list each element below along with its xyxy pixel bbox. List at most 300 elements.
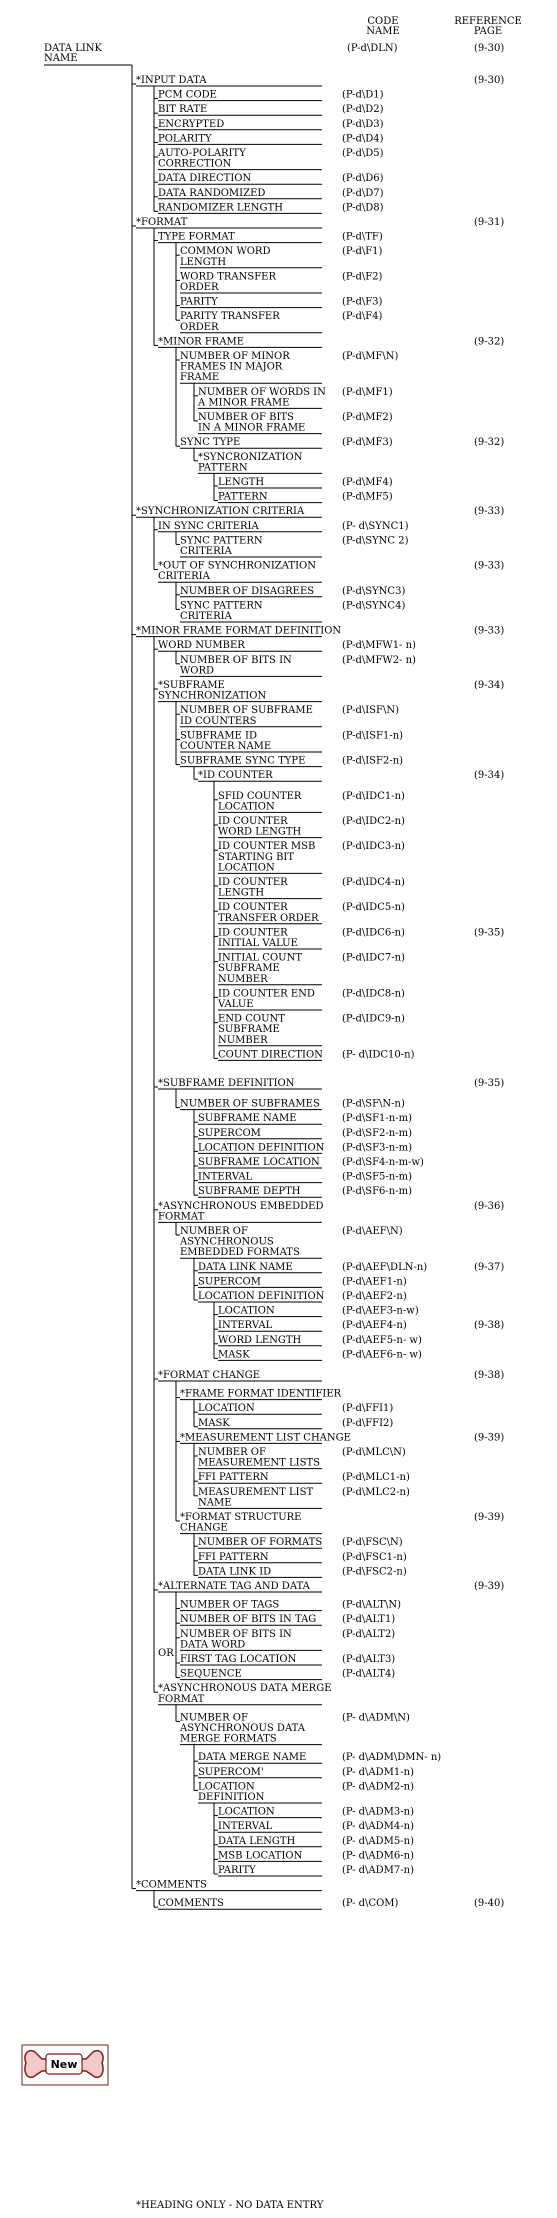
node-label: MSB LOCATION: [218, 1850, 303, 1862]
node-code: (P-d\MFW1- n): [342, 640, 416, 652]
node-label: LOCATION DEFINITION: [198, 1142, 325, 1154]
node-label: DATA RANDOMIZED: [158, 187, 266, 199]
node-code: (P-d\D4): [342, 133, 384, 145]
tree-node: [176, 1512, 504, 1534]
node-code: (P-d\AEF2-n): [342, 1291, 407, 1302]
tree-node: [214, 1821, 414, 1832]
tree-node: [214, 1320, 504, 1331]
node-code: (P-d\ALT4): [342, 1668, 396, 1680]
tree-node: [214, 927, 504, 949]
tree-node: [214, 902, 405, 924]
node-code: (P- d\ADM4-n): [342, 1821, 414, 1833]
node-ref: (9-32): [474, 336, 505, 348]
tree-node: [154, 188, 384, 199]
node-code: (P-d\AEF5-n- w): [342, 1334, 422, 1346]
node-label: NUMBER OF BITS IN: [180, 654, 292, 666]
tree-node: [214, 1049, 415, 1060]
tree-node: [176, 1654, 395, 1665]
node-label: LENGTH: [218, 477, 265, 488]
node-ref: (9-38): [474, 1320, 505, 1332]
node-label: *OUT OF SYNCHRONIZATION: [158, 560, 316, 572]
node-label: *FORMAT CHANGE: [158, 1370, 261, 1381]
node-label: *ASYNCHRONOUS EMBEDDED: [158, 1200, 324, 1212]
tree-node: [154, 1370, 504, 1381]
node-code: (P-d\MLC\N): [342, 1447, 406, 1458]
node-label: *SUBFRAME: [158, 680, 225, 691]
tree-node: [194, 1537, 403, 1548]
new-badge: [22, 2045, 108, 2085]
node-label: ASYNCHRONOUS: [180, 1236, 274, 1248]
node-code: (P-d\SF\N-n): [342, 1098, 405, 1110]
tree-node: [194, 1472, 410, 1483]
node-code: (P-d\D2): [342, 104, 384, 116]
node-code: (P-d\IDC2-n): [342, 816, 405, 827]
node-code: (P-d\ALT3): [342, 1654, 396, 1665]
node-label: END COUNT: [218, 1013, 285, 1025]
code-name-header-line1: CODE: [367, 16, 399, 27]
tree-node: [154, 640, 416, 651]
node-code: (P-d\IDC7-n): [342, 952, 405, 964]
node-label: FFI PATTERN: [198, 1551, 269, 1563]
tree-node: [214, 1850, 414, 1861]
node-label: SFID COUNTER: [218, 790, 302, 802]
node-code: (P-d\SYNC4): [342, 600, 406, 612]
node-code: (P-d\SYNC 2): [342, 535, 409, 547]
node-label: STARTING BIT: [218, 851, 295, 863]
node-label: SUBFRAME: [218, 963, 280, 975]
node-label: NUMBER OF WORDS IN: [198, 386, 326, 398]
node-label: WORD LENGTH: [218, 1334, 302, 1346]
node-code: (P- d\SYNC1): [342, 520, 409, 532]
node-ref: (9-33): [474, 560, 505, 572]
tree-node: [194, 387, 393, 409]
node-code: (P- d\ADM7-n): [342, 1865, 414, 1876]
tree-node: [194, 452, 322, 474]
node-code: (P-d\SF6-n-m): [342, 1186, 412, 1198]
node-ref: (9-33): [474, 625, 505, 637]
node-label: CORRECTION: [158, 158, 232, 170]
root-label-line2: NAME: [44, 53, 78, 64]
tree-node: [194, 1276, 407, 1287]
node-label: WORD TRANSFER: [180, 271, 276, 283]
tree-node: [154, 202, 384, 213]
node-label: *MINOR FRAME: [158, 336, 245, 348]
node-code: (P-d\TF): [342, 231, 383, 243]
tree-node: [214, 1014, 405, 1046]
node-label: NUMBER OF MINOR: [180, 351, 290, 362]
node-label: *MINOR FRAME FORMAT DEFINITION: [136, 625, 342, 637]
node-ref: (9-40): [474, 1898, 505, 1910]
node-label: SUPERCOM: [198, 1127, 261, 1139]
node-label: FFI PATTERN: [198, 1472, 269, 1484]
node-code: (P-d\AEF4-n): [342, 1320, 407, 1332]
node-code: (P-d\MF\N): [342, 351, 399, 362]
tree-node: [176, 1712, 410, 1744]
node-label: LENGTH: [218, 887, 265, 899]
tree-node: [194, 412, 393, 434]
footnote: *HEADING ONLY - NO DATA ENTRY: [136, 2200, 324, 2211]
node-code: (P-d\IDC6-n): [342, 927, 405, 939]
tree-node: [176, 351, 399, 383]
node-ref: (9-32): [474, 437, 505, 449]
node-code: (P-d\AEF\N): [342, 1226, 403, 1237]
tree-node: [194, 1186, 412, 1197]
tree-node: [176, 535, 409, 557]
node-label: CRITERIA: [180, 611, 232, 622]
node-label: TRANSFER ORDER: [218, 912, 319, 924]
node-code: (P-d\MF4): [342, 477, 393, 488]
tree-node: [154, 1201, 504, 1223]
node-code: (P-d\IDC4-n): [342, 877, 405, 888]
node-label: SUBFRAME DEPTH: [198, 1186, 301, 1198]
tree-node: [176, 1614, 395, 1625]
node-code: (P-d\AEF6-n- w): [342, 1349, 422, 1361]
tree-node: [132, 626, 504, 637]
node-label: *COMMENTS: [136, 1879, 207, 1891]
tree-node: [194, 1403, 393, 1414]
tree-node: [176, 1099, 405, 1110]
node-label: DATA MERGE NAME: [198, 1752, 307, 1764]
node-label: CRITERIA: [180, 546, 232, 557]
root-node: [44, 43, 504, 65]
tree-node: [176, 756, 403, 767]
tree-node: [176, 297, 383, 308]
node-label: SUPERCOM': [198, 1766, 264, 1778]
node-code: (P-d\F4): [342, 311, 383, 323]
node-label: INTERVAL: [218, 1821, 273, 1833]
tree-node: [214, 1349, 422, 1360]
tree-node: [194, 1262, 504, 1273]
node-label: PARITY: [218, 1865, 256, 1876]
tree-node: [194, 1142, 412, 1153]
node-label: *ID COUNTER: [198, 770, 273, 782]
node-ref: (9-35): [474, 927, 505, 939]
node-label: LOCATION: [218, 1305, 275, 1317]
node-ref: (9-34): [474, 680, 505, 691]
node-code: (P-d\IDC8-n): [342, 988, 405, 1000]
tree-node: [154, 232, 383, 243]
node-label: ID COUNTER: [218, 816, 288, 827]
code-name-header-line2: NAME: [366, 26, 400, 37]
tree-node: [214, 1306, 419, 1317]
node-code: (P-d\F3): [342, 296, 383, 308]
tree-node: [154, 336, 504, 347]
node-label: MEASUREMENT LIST: [198, 1486, 314, 1498]
node-label: *FORMAT STRUCTURE: [180, 1512, 302, 1523]
node-label: SUBFRAME ID: [180, 730, 258, 742]
node-code: (P-d\IDC1-n): [342, 790, 405, 802]
node-label: ASYNCHRONOUS DATA: [180, 1723, 305, 1734]
node-code: (P- d\ADM\N): [342, 1712, 410, 1724]
node-code: (P-d\MLC1-n): [342, 1472, 410, 1484]
node-code: (P-d\D3): [342, 118, 384, 130]
node-label: FRAMES IN MAJOR: [180, 361, 283, 373]
node-label: CRITERIA: [158, 571, 210, 583]
node-label: ID COUNTER: [218, 927, 288, 939]
tree-node: [214, 816, 405, 838]
tree-node: [214, 953, 405, 985]
node-code: (P- d\ADM2-n): [342, 1781, 414, 1793]
node-code: (P-d\FSC1-n): [342, 1551, 407, 1563]
tree-node: [194, 1172, 412, 1183]
node-label: *MEASUREMENT LIST CHANGE: [180, 1432, 351, 1444]
tree-node: [194, 1447, 406, 1469]
node-code: (P-d\MF3): [342, 437, 393, 449]
tree-rows: [132, 65, 504, 1909]
node-ref: (9-33): [474, 506, 505, 518]
node-code: (P- d\ADM\DMN- n): [342, 1752, 442, 1764]
node-label: NUMBER OF DISAGREES: [180, 585, 315, 597]
tree-node: [154, 90, 384, 101]
node-label: *SYNCRONIZATION: [198, 451, 303, 463]
node-code: (P-d\IDC9-n): [342, 1013, 405, 1025]
tree-node: [194, 1487, 410, 1509]
node-code: (P- d\ADM5-n): [342, 1835, 414, 1847]
tree-node: [154, 173, 384, 184]
node-label: COMMON WORD: [180, 246, 271, 258]
node-label: ORDER: [180, 282, 219, 293]
node-code: (P-d\IDC3-n): [342, 841, 405, 853]
reference-page-header-line1: REFERENCE: [454, 16, 522, 27]
node-code: (P-d\MF1): [342, 386, 393, 398]
node-label: *INPUT DATA: [136, 75, 207, 86]
tree-node: [176, 1600, 401, 1611]
node-code: (P-d\FFI1): [342, 1403, 394, 1415]
node-code: (P-d\ALT1): [342, 1614, 396, 1626]
node-label: SYNC PATTERN: [180, 600, 263, 612]
tree-node: [154, 1078, 504, 1089]
node-label: FORMAT: [158, 1211, 205, 1223]
node-code: (P-d\AEF3-n-w): [342, 1305, 419, 1317]
node-code: (P-d\SF4-n-m-w): [342, 1157, 424, 1168]
node-code: (P-d\SF1-n-m): [342, 1113, 412, 1125]
node-label: PATTERN: [198, 462, 248, 474]
node-label: SUBFRAME SYNC TYPE: [180, 755, 306, 767]
node-code: (P-d\ISF\N): [342, 705, 399, 717]
node-ref: (9-30): [474, 75, 505, 86]
tree-node: [194, 1767, 414, 1778]
tree-node: [214, 1807, 414, 1818]
node-label: ID COUNTER: [218, 877, 288, 888]
node-label: WORD: [180, 665, 215, 677]
node-label: NUMBER OF TAGS: [180, 1599, 280, 1611]
tree-node: [176, 1389, 342, 1400]
node-code: (P-d\D5): [342, 148, 384, 159]
node-label: TYPE FORMAT: [158, 231, 235, 243]
node-label: LOCATION: [218, 862, 275, 874]
node-code: (P-d\MF2): [342, 412, 393, 423]
node-ref: (9-39): [474, 1512, 505, 1523]
node-label: NUMBER OF BITS: [198, 412, 294, 423]
node-label: LOCATION: [198, 1781, 255, 1793]
tree-node: [176, 437, 504, 448]
node-code: (P-d\FSC2-n): [342, 1566, 407, 1578]
node-label: NUMBER OF BITS IN: [180, 1628, 292, 1640]
node-label: A MINOR FRAME: [198, 397, 290, 409]
node-label: CHANGE: [180, 1522, 228, 1534]
node-label: LOCATION: [218, 1806, 275, 1818]
node-label: IN SYNC CRITERIA: [158, 520, 259, 532]
node-label: INITIAL COUNT: [218, 952, 303, 964]
tree-node: [214, 492, 393, 503]
node-label: DATA DIRECTION: [158, 173, 252, 185]
node-label: NUMBER OF: [198, 1447, 266, 1458]
node-label: SUBFRAME: [218, 1024, 280, 1036]
node-code: (P-d\MF5): [342, 491, 393, 503]
tree-node: [132, 1880, 322, 1891]
node-label: COMMENTS: [158, 1898, 224, 1910]
or-label: OR: [158, 1648, 174, 1659]
tree-node: [194, 1157, 424, 1168]
node-code: (P-d\ISF2-n): [342, 755, 404, 767]
tree-node: [194, 1418, 393, 1429]
node-label: MEASUREMENT LISTS: [198, 1457, 320, 1469]
node-label: ID COUNTER: [218, 902, 288, 914]
tree-node: [154, 1898, 504, 1909]
node-code: (P-d\IDC5-n): [342, 902, 405, 914]
node-ref: (9-38): [474, 1370, 505, 1381]
node-label: INITIAL VALUE: [218, 938, 298, 949]
node-label: SEQUENCE: [180, 1668, 242, 1680]
tree-node: [176, 600, 405, 622]
tree-node: [214, 841, 405, 873]
tree-node: [132, 217, 504, 228]
node-label: DATA LINK NAME: [198, 1261, 293, 1273]
node-label: SUPERCOM: [198, 1276, 261, 1288]
node-label: SUBFRAME LOCATION: [198, 1157, 320, 1168]
reference-page-header-line2: PAGE: [473, 26, 503, 37]
node-label: SYNC TYPE: [180, 437, 241, 449]
root-label-line1: DATA LINK: [44, 43, 103, 54]
node-label: VALUE: [218, 999, 254, 1010]
tree-node: [154, 561, 504, 583]
new-badge-label: New: [50, 2058, 78, 2071]
node-label: ID COUNTER END: [218, 988, 315, 1000]
tree-node: [176, 1226, 403, 1258]
node-label: DATA LENGTH: [218, 1835, 296, 1847]
node-code: (P- d\ADM6-n): [342, 1850, 414, 1862]
node-label: NUMBER OF: [180, 1712, 248, 1724]
node-code: (P-d\SYNC3): [342, 585, 406, 597]
root-ref: (9-30): [474, 43, 505, 54]
tree-node: [154, 104, 384, 115]
node-label: FORMAT: [158, 1693, 205, 1705]
tree-node: [194, 770, 504, 781]
tree-node: [154, 133, 384, 144]
tree-node: [176, 586, 405, 597]
tree-node: [194, 1781, 414, 1803]
tree-node: [176, 655, 416, 677]
tree-node: [194, 1566, 407, 1577]
node-label: WORD NUMBER: [158, 640, 245, 652]
tree-node: [132, 506, 504, 517]
tree-node: [154, 680, 504, 702]
node-code: (P-d\SF2-n-m): [342, 1127, 412, 1139]
node-code: (P-d\ALT2): [342, 1628, 396, 1640]
node-code: (P-d\FSC\N): [342, 1537, 403, 1549]
node-code: (P-d\FFI2): [342, 1417, 394, 1429]
tree-node: [176, 705, 399, 727]
node-label: AUTO-POLARITY: [158, 148, 246, 159]
node-label: *ASYNCHRONOUS DATA MERGE: [158, 1683, 332, 1695]
node-label: SYNC PATTERN: [180, 535, 263, 547]
node-code: (P-d\MFW2- n): [342, 654, 416, 666]
node-label: WORD LENGTH: [218, 826, 302, 838]
node-label: NUMBER OF FORMATS: [198, 1537, 323, 1549]
node-label: NUMBER OF SUBFRAMES: [180, 1098, 320, 1110]
node-label: PARITY TRANSFER: [180, 311, 280, 323]
node-ref: (9-39): [474, 1581, 505, 1592]
node-code: (P-d\SF5-n-m): [342, 1171, 412, 1183]
node-label: FRAME: [180, 372, 220, 384]
tree-node: [176, 271, 383, 293]
node-ref: (9-31): [474, 217, 505, 228]
node-label: COUNT DIRECTION: [218, 1049, 323, 1061]
node-label: *FORMAT: [136, 217, 188, 228]
node-label: INTERVAL: [218, 1320, 273, 1332]
tree-node: [214, 1865, 414, 1876]
node-code: (P-d\D8): [342, 202, 384, 214]
node-label: ORDER: [180, 321, 219, 333]
node-label: *ALTERNATE TAG AND DATA: [158, 1581, 310, 1592]
node-label: NUMBER OF BITS IN TAG: [180, 1614, 317, 1626]
node-code: (P-d\ISF1-n): [342, 730, 404, 742]
node-code: (P-d\ALT\N): [342, 1599, 401, 1611]
node-label: DATA LINK ID: [198, 1566, 272, 1578]
root-code: (P-d\DLN): [347, 43, 398, 54]
node-code: (P-d\MLC2-n): [342, 1486, 410, 1498]
node-label: RANDOMIZER LENGTH: [158, 202, 283, 214]
tree-node: [214, 988, 405, 1010]
node-label: SUBFRAME NAME: [198, 1113, 297, 1125]
node-label: NUMBER OF SUBFRAME: [180, 705, 313, 717]
tree-node: [154, 148, 384, 170]
tree-node: [154, 1581, 504, 1592]
tree-node: [194, 1752, 441, 1763]
node-label: FIRST TAG LOCATION: [180, 1654, 297, 1665]
node-code: (P-d\SF3-n-m): [342, 1142, 412, 1154]
node-label: MASK: [218, 1349, 250, 1361]
node-label: PCM CODE: [158, 89, 217, 101]
node-code: (P- d\ADM3-n): [342, 1806, 414, 1818]
tree-node: [194, 1552, 407, 1563]
node-label: LOCATION: [218, 801, 275, 813]
node-label: SYNCHRONIZATION: [158, 690, 267, 702]
node-label: INTERVAL: [198, 1171, 253, 1183]
tree-node: [214, 791, 405, 813]
tree-node: [214, 477, 393, 488]
tree-node: [154, 1683, 332, 1705]
tree-node: [132, 75, 504, 86]
tree-node: [214, 1836, 414, 1847]
column-header: [366, 16, 522, 37]
node-label: IN A MINOR FRAME: [198, 422, 306, 434]
tree-node: [176, 246, 383, 268]
node-label: NUMBER: [218, 1034, 268, 1046]
node-code: (P-d\F1): [342, 246, 383, 258]
node-label: ID COUNTER MSB: [218, 841, 316, 853]
node-label: ID COUNTERS: [180, 715, 257, 727]
node-label: PARITY: [180, 296, 218, 308]
tree-node: [176, 730, 403, 752]
node-code: (P-d\AEF1-n): [342, 1276, 407, 1288]
node-label: *FRAME FORMAT IDENTIFIER: [180, 1388, 342, 1400]
node-label: NAME: [198, 1497, 232, 1509]
tree-node: [176, 1669, 395, 1680]
node-ref: (9-34): [474, 770, 505, 782]
node-ref: (9-39): [474, 1432, 505, 1444]
node-label: MASK: [198, 1417, 230, 1429]
